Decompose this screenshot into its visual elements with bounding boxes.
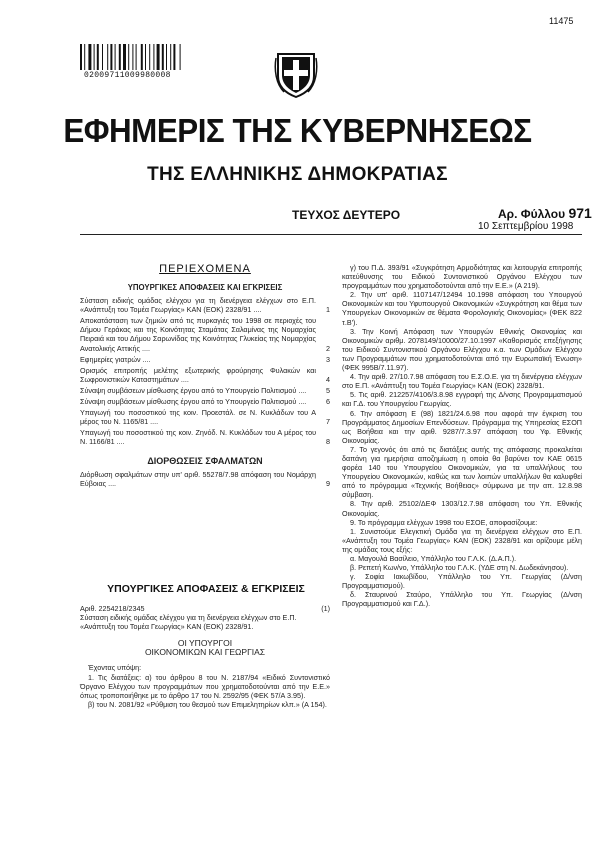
barcode-bars-icon bbox=[78, 44, 206, 70]
toc-entry-page: 8 bbox=[326, 437, 330, 447]
paragraph: γ) του Π.Δ. 393/91 «Συγκρότηση Αρμοδιότητας και λειτουργία επιτροπής κατεύθυνσης του Ειδικού Συντονιστικού Οργάνου Ελέγχου των προγραμμάτων που χρηματοδοτούνται από την Ε.Ε.» (Α 219). bbox=[342, 263, 582, 291]
toc-heading: ΠΕΡΙΕΧΟΜΕΝΑ bbox=[159, 263, 251, 275]
paragraph: 2. Την υπ' αριθ. 1107147/12494 10.1998 απόφαση του Υπουργού Οικονομικών και του Υφυπουργού Οικονομικών «Συγκρότηση και θέμα των Υπουργείων Οικονομικών σε θέματα Φορολογικής Οικονομίας» (ΦΕΚ 822 τ.Β'). bbox=[342, 290, 582, 327]
toc-entry-text: Υπαγωγή του ποσοστικού της κοιν. Προεστάλ. σε Ν. Κυκλάδων του Α μέρος του Ν. 1165/81 .... bbox=[80, 408, 316, 427]
paragraph: 3. Την Κοινή Απόφαση των Υπουργών Εθνικής Οικονομίας και Οικονομικών αριθμ. 2078149/10000/27.10.1997 «Καθορισμός επεξήγησης του Ειδικού Συντονιστικού Οργάνου Ελέγχου κ.α. των Ομάδων Ελέγχου των Προγραμμάτων που χρηματοδοτούνται από την Ευρωπαϊκή Ένωση» (ΦΕΚ 995Β/7.11.97). bbox=[342, 326, 582, 373]
toc-list bbox=[80, 296, 330, 446]
toc-entry bbox=[80, 316, 330, 352]
errata-entry bbox=[80, 470, 330, 488]
gazette-title: ΕΦΗΜΕΡΙΣ ΤΗΣ ΚΥΒΕΡΝΗΣΕΩΣ bbox=[63, 112, 532, 149]
toc-entry-text: Σύναψη συμβάσεων μίσθωσης έργου από το Υπουργείο Πολιτισμού .... bbox=[80, 385, 307, 395]
toc-entry bbox=[80, 397, 330, 406]
issue-date: 10 Σεπτεμβρίου 1998 bbox=[478, 221, 574, 232]
errata-list bbox=[80, 470, 330, 488]
decision-ref-num: (1) bbox=[321, 604, 330, 613]
toc-entry-text: Υπαγωγή του ποσοστικού της κοιν. Ζηνόδ. Ν. Κυκλάδων του Α μέρος του Ν. 1166/81 .... bbox=[80, 428, 316, 447]
toc-entry-page: 2 bbox=[326, 343, 330, 353]
right-column bbox=[342, 263, 582, 609]
toc-entry bbox=[80, 366, 330, 384]
toc-entry-text: Ορισμός επιτροπής μελέτης εξωτερικής φρούρησης Φυλακών και Σωφρονιστικών Καταστημάτων .... bbox=[80, 365, 316, 384]
paragraph: 4. Την αριθ. 27/10.7.98 απόφαση του Ε.Σ.Ο.Ε. για τη διενέργεια ελέγχων στο Ε.Π. «Ανάπτυξη του Τομέα Γεωργίας» ΚΑΝ (ΕΟΚ) 2328/91. bbox=[342, 372, 582, 391]
errata-entry-text: Διόρθωση σφαλμάτων στην υπ' αριθ. 55278/7.98 απόφαση του Νομάρχη Εύβοιας .... bbox=[80, 469, 316, 488]
decision-body bbox=[80, 604, 330, 709]
decision-summary: Σύσταση ειδικής ομάδας ελέγχου για τη διενέργεια ελέγχων στο Ε.Π. «Ανάπτυξη του Τομέα Γεωργίας» ΚΑΝ (ΕΟΚ) 2328/91. bbox=[80, 613, 297, 632]
paragraph: δ. Σταυρινού Σταύρο, Υπάλληλο του Υπ. Γεωργίας (Δ/νση Προγραμματισμού και Γ.Δ.). bbox=[342, 590, 582, 609]
toc-entry-text: Σύσταση ειδικής ομάδας ελέγχου για τη διενέργεια ελέγχων στο Ε.Π. «Ανάπτυξη του Τομέα Γεωργίας» ΚΑΝ (ΕΟΚ) 2328/91 .... bbox=[80, 296, 316, 315]
page-number: 11475 bbox=[549, 16, 574, 26]
paragraph: 9. Το πρόγραμμα ελέγχων 1998 του ΕΣΟΕ, αποφασίζουμε: bbox=[350, 517, 538, 527]
paragraph: 1. Τις διατάξεις: α) του άρθρου 8 του Ν. 2187/94 «Ειδικό Συντονιστικό Όργανο Ελέγχου των προγραμμάτων που χρηματοδοτούνται από την Ε.Ε.» όπως τροποποιήθηκε με το άρθρο 17 του Ν. 2592/95 (ΦΕΚ 57/Α 3.95). bbox=[80, 672, 330, 700]
left-paragraphs bbox=[80, 673, 330, 709]
sheet-value: 971 bbox=[568, 205, 592, 221]
toc-entry-page: 5 bbox=[326, 385, 330, 395]
toc-decisions-heading: ΥΠΟΥΡΓΙΚΕΣ ΑΠΟΦΑΣΕΙΣ ΚΑΙ ΕΓΚΡΙΣΕΙΣ bbox=[127, 283, 283, 292]
paragraph: 7. Το γεγονός ότι από τις διατάξεις αυτής της απόφασης προκαλείται δαπάνη για ημερήσια αποζημίωση η οποία θα βαρύνει τον ΚΑΕ 0615 φορέα 140 του Υπουργείου Οικονομικών, για τα υπαλλήλους του Υπουργείου Οικονομικών, καθώς και των λοιπών υπαλλήλων θα καλυφθεί από το πρόγραμμα «Τεχνικής Βοήθειας» σύμφωνα με την απ. 12.8.98 σύμβαση. bbox=[342, 444, 582, 500]
paragraph: 1. Συνιστούμε Ελεγκτική Ομάδα για τη διενέργεια ελέγχων στο Ε.Π. «Ανάπτυξη του Τομέα Γεωργίας» ΚΑΝ (ΕΟΚ) 2328/91 και ορίζουμε μέλη της ομάδας τους εξής: bbox=[342, 526, 582, 554]
toc-entry-page: 6 bbox=[326, 397, 330, 407]
decision-ref: Αριθ. 2254218/2345 bbox=[80, 604, 145, 613]
paragraph: β) του Ν. 2081/92 «Ρύθμιση του θεσμού των Επιμελητηρίων κλπ.» (Α 154). bbox=[88, 699, 327, 709]
errata-entry-page: 9 bbox=[326, 478, 330, 488]
paragraph: 6. Την απόφαση Ε (98) 1821/24.6.98 που αφορά την έγκριση του Προγράμματος Δημοσίων Επενδύσεων. Πρόγραμμα της Υπηρεσίας ΕΣΟΠ ως Βοήθεια και την αριθ. 9287/7.3.97 απόφαση του Υφ. Εθνικής Οικονομίας. bbox=[342, 408, 582, 445]
toc-entry bbox=[80, 408, 330, 426]
decisions-heading: ΥΠΟΥΡΓΙΚΕΣ ΑΠΟΦΑΣΕΙΣ & ΕΓΚΡΙΣΕΙΣ bbox=[107, 583, 305, 595]
toc-entry bbox=[80, 428, 330, 446]
paragraph: 5. Τις αριθ. 212257/4106/3.8.98 εγγραφή της Δ/νσης Προγραμματισμού και Γ.Δ. του Υπουργείου Γεωργίας. bbox=[342, 390, 582, 409]
having-regard: Έχοντας υπόψη: bbox=[88, 663, 142, 673]
ministers-name: ΟΙΚΟΝΟΜΙΚΩΝ ΚΑΙ ΓΕΩΡΓΙΑΣ bbox=[144, 647, 266, 658]
table-of-contents bbox=[80, 283, 330, 490]
barcode-number: 02009711009980008 bbox=[84, 71, 171, 80]
toc-entry bbox=[80, 296, 330, 314]
issue-series: ΤΕΥΧΟΣ ΔΕΥΤΕΡΟ bbox=[292, 208, 401, 222]
paragraph: γ. Σοφία Ιακωβίδου, Υπάλληλο του Υπ. Γεωργίας (Δ/νση Προγραμματισμού). bbox=[342, 572, 582, 591]
toc-entry bbox=[80, 355, 330, 364]
sheet-number bbox=[498, 205, 592, 221]
paragraph: 8. Την αριθ. 25102/ΔΕΦ 1303/12.7.98 απόφαση του Υπ. Εθνικής Οικονομίας. bbox=[342, 499, 582, 518]
toc-entry-page: 1 bbox=[326, 305, 330, 315]
sheet-label: Αρ. Φύλλου bbox=[498, 207, 566, 221]
errata-heading: ΔΙΟΡΘΩΣΕΙΣ ΣΦΑΛΜΑΤΩΝ bbox=[147, 455, 263, 466]
toc-entry-text: Εφημερίες γιατρών .... bbox=[80, 354, 151, 364]
paragraph: β. Ρεπετή Κων/νο, Υπάλληλο του Γ.Λ.Κ. (ΥΔΕ στη Ν. Δωδεκάνησου). bbox=[350, 563, 569, 573]
gazette-subtitle: ΤΗΣ ΕΛΛΗΝΙΚΗΣ ΔΗΜΟΚΡΑΤΙΑΣ bbox=[147, 164, 448, 185]
ministers-title: ΟΙ ΥΠΟΥΡΓΟΙ bbox=[177, 638, 233, 649]
toc-entry-text: Σύναψη συμβάσεων μίσθωσης έργου από το Υπουργείο Πολιτισμού .... bbox=[80, 397, 307, 407]
toc-entry-page: 3 bbox=[326, 354, 330, 364]
decision-ref-line bbox=[80, 604, 330, 613]
toc-entry-page: 4 bbox=[326, 374, 330, 384]
greek-coat-of-arms-icon bbox=[274, 48, 318, 98]
paragraph: α. Μαγουλά Βασίλειο, Υπάλληλο του Γ.Λ.Κ. (Δ.Α.Π.). bbox=[350, 554, 517, 563]
header-divider bbox=[80, 234, 582, 235]
toc-entry bbox=[80, 386, 330, 395]
toc-entry-page: 7 bbox=[326, 417, 330, 427]
toc-entry-text: Αποκατάσταση των ζημιών από τις πυρκαγιές του 1998 σε περιοχές του Δήμου Γεράκας και της Κοινότητας Σταμάτας Σαλαμίνας της Νομαρχίας Πειραιά και του Δήμου Σαρωνίδας της Κοινότητας Γλυκείας της Νομαρχίας Ανατολικής Αττικής .... bbox=[80, 316, 316, 353]
